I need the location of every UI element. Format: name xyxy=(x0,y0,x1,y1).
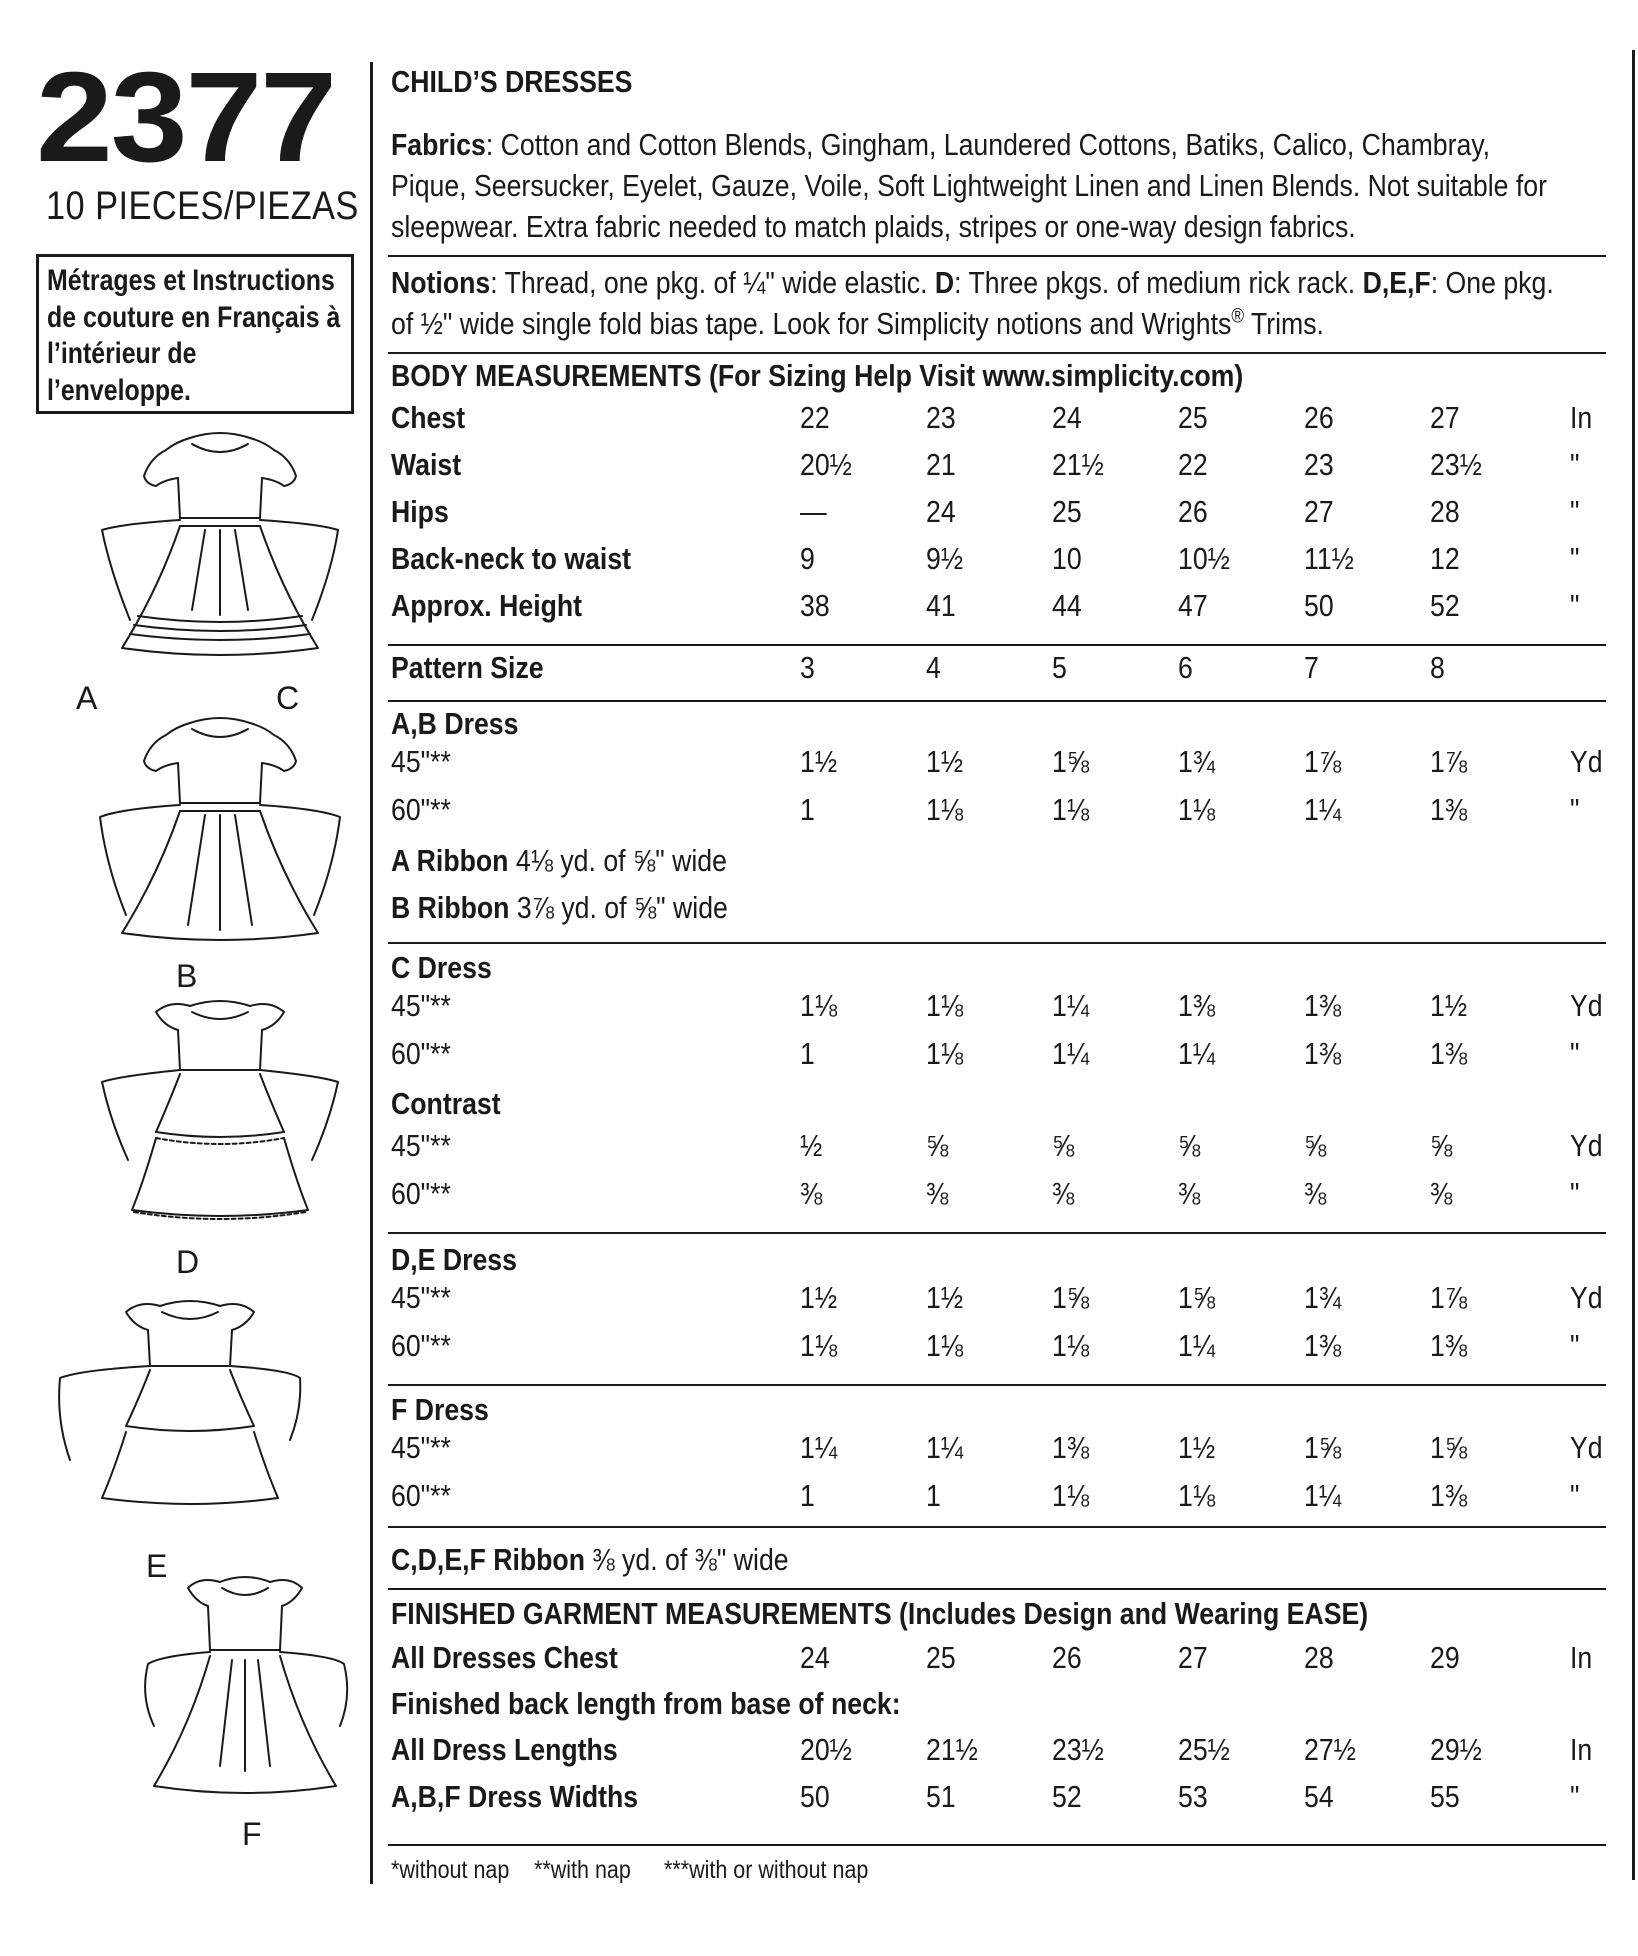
ab-yardage-value: 1⅛ xyxy=(926,792,964,827)
c-yardage-unit: " xyxy=(1570,1036,1580,1071)
contrast-yardage-value: ⅝ xyxy=(1052,1128,1075,1163)
view-label-e: E xyxy=(146,1548,168,1584)
dress-view-d-illustration xyxy=(80,990,360,1230)
body-measurement-value: 23 xyxy=(926,400,956,435)
de-yardage-value: 1⅜ xyxy=(1304,1328,1342,1363)
c-yardage-value: 1⅜ xyxy=(1178,988,1216,1023)
finished-width-value: 53 xyxy=(1178,1779,1208,1814)
body-measurement-value: 25 xyxy=(1178,400,1208,435)
c-yardage-label: 45"** xyxy=(391,988,451,1023)
f-yardage-value: 1⅜ xyxy=(1430,1478,1468,1513)
view-label-a: A xyxy=(76,680,98,716)
f-yardage-value: 1 xyxy=(926,1478,941,1513)
ab-yardage-value: 1¼ xyxy=(1304,792,1342,827)
finished-length-label: All Dress Lengths xyxy=(391,1732,618,1767)
c-yardage-label: 60"** xyxy=(391,1036,451,1071)
body-measurement-value: — xyxy=(800,494,827,529)
body-measurement-label: Approx. Height xyxy=(391,588,583,623)
body-measurement-label: Back-neck to waist xyxy=(391,541,632,576)
ab-dress-title: A,B Dress xyxy=(391,706,519,741)
body-measurement-value: 21½ xyxy=(1052,447,1104,482)
divider-body xyxy=(388,644,1606,646)
de-yardage-value: 1⅜ xyxy=(1430,1328,1468,1363)
view-label-f: F xyxy=(242,1816,262,1852)
contrast-yardage-value: ⅝ xyxy=(1304,1128,1327,1163)
fabrics-label: Fabrics xyxy=(391,127,486,162)
divider-ribbon xyxy=(388,1588,1606,1590)
body-measurement-value: 47 xyxy=(1178,588,1208,623)
fabrics-paragraph: Fabrics: Cotton and Cotton Blends, Gingham, Laundered Cottons, Batiks, Calico, Chambray, Pique, Seersucker, Eyelet, Gauze, Voile, Soft Lightweight Linen and Linen Blends. Not suitable for sleepwear. Extra fabric needed to match plaids, stripes or one-way design fabrics. xyxy=(391,127,1547,244)
ab-yardage-value: 1½ xyxy=(800,744,838,779)
body-measurement-label: Hips xyxy=(391,494,449,529)
finished-width-value: 51 xyxy=(926,1779,956,1814)
ab-yardage-value: 1⅞ xyxy=(1430,744,1468,779)
finished-width-value: 55 xyxy=(1430,1779,1460,1814)
body-measurement-value: 52 xyxy=(1430,588,1460,623)
finished-width-unit: " xyxy=(1570,1779,1580,1814)
c-dress-title: C Dress xyxy=(391,950,492,985)
finished-chest-value: 26 xyxy=(1052,1640,1082,1675)
de-yardage-value: 1½ xyxy=(926,1280,964,1315)
pattern-size-value: 5 xyxy=(1052,650,1067,685)
contrast-title: Contrast xyxy=(391,1086,501,1121)
notions-label: Notions xyxy=(391,265,491,300)
contrast-yardage-value: ⅝ xyxy=(926,1128,949,1163)
f-yardage-value: 1¼ xyxy=(926,1430,964,1465)
contrast-yardage-label: 60"** xyxy=(391,1176,451,1211)
body-measurement-value: 25 xyxy=(1052,494,1082,529)
body-measurement-unit: In xyxy=(1570,400,1593,435)
contrast-yardage-value: ⅜ xyxy=(1052,1176,1075,1211)
divider-f xyxy=(388,1526,1606,1528)
c-yardage-value: 1¼ xyxy=(1052,988,1090,1023)
view-label-b: B xyxy=(176,958,198,994)
c-yardage-value: 1⅛ xyxy=(926,1036,964,1071)
f-yardage-label: 60"** xyxy=(391,1478,451,1513)
finished-back-length-label: Finished back length from base of neck: xyxy=(391,1686,901,1721)
de-yardage-value: 1¼ xyxy=(1178,1328,1216,1363)
de-dress-title: D,E Dress xyxy=(391,1242,517,1277)
contrast-yardage-label: 45"** xyxy=(391,1128,451,1163)
pattern-size-value: 3 xyxy=(800,650,815,685)
contrast-yardage-value: ⅝ xyxy=(1178,1128,1201,1163)
divider-ab xyxy=(388,942,1606,944)
finished-chest-label: All Dresses Chest xyxy=(391,1640,618,1675)
body-measurement-value: 9 xyxy=(800,541,815,576)
page-title: CHILD’S DRESSES xyxy=(391,64,633,99)
c-yardage-value: 1⅛ xyxy=(926,988,964,1023)
french-instructions-box xyxy=(36,254,354,414)
de-yardage-unit: " xyxy=(1570,1328,1580,1363)
finished-chest-value: 27 xyxy=(1178,1640,1208,1675)
pattern-number: 2377 xyxy=(36,46,335,189)
c-yardage-value: 1⅜ xyxy=(1304,988,1342,1023)
body-measurement-value: 26 xyxy=(1304,400,1334,435)
finished-width-value: 54 xyxy=(1304,1779,1334,1814)
body-measurement-value: 20½ xyxy=(800,447,852,482)
f-yardage-value: 1½ xyxy=(1178,1430,1216,1465)
view-label-c: C xyxy=(276,680,300,716)
f-yardage-value: 1⅝ xyxy=(1304,1430,1342,1465)
b-ribbon-line: B Ribbon 3⅞ yd. of ⅝" wide xyxy=(391,890,728,925)
pattern-size-label: Pattern Size xyxy=(391,650,544,685)
body-measurement-value: 27 xyxy=(1304,494,1334,529)
body-measurement-value: 38 xyxy=(800,588,830,623)
body-measurement-unit: " xyxy=(1570,541,1580,576)
footnote-without-nap: *without nap xyxy=(391,1856,510,1884)
body-measurement-unit: " xyxy=(1570,447,1580,482)
c-yardage-value: 1⅜ xyxy=(1304,1036,1342,1071)
finished-length-value: 29½ xyxy=(1430,1732,1482,1767)
de-yardage-value: 1⅝ xyxy=(1052,1280,1090,1315)
body-measurement-value: 10½ xyxy=(1178,541,1230,576)
f-yardage-value: 1⅛ xyxy=(1178,1478,1216,1513)
body-measurements-heading: BODY MEASUREMENTS (For Sizing Help Visit www.simplicity.com) xyxy=(391,358,1244,393)
dress-view-b-illustration xyxy=(80,705,360,950)
c-yardage-value: 1⅜ xyxy=(1430,1036,1468,1071)
de-yardage-value: 1⅝ xyxy=(1178,1280,1216,1315)
body-measurement-value: 21 xyxy=(926,447,956,482)
finished-chest-value: 29 xyxy=(1430,1640,1460,1675)
contrast-yardage-value: ⅜ xyxy=(800,1176,823,1211)
body-measurement-value: 12 xyxy=(1430,541,1460,576)
ab-yardage-value: 1⅛ xyxy=(1178,792,1216,827)
body-measurement-value: 27 xyxy=(1430,400,1460,435)
footnote-with-or-without-nap: ***with or without nap xyxy=(664,1856,869,1884)
de-yardage-unit: Yd xyxy=(1570,1280,1603,1315)
view-label-d: D xyxy=(176,1244,200,1280)
ab-yardage-value: 1 xyxy=(800,792,815,827)
pattern-size-value: 7 xyxy=(1304,650,1319,685)
dress-view-e-illustration xyxy=(50,1290,330,1520)
c-yardage-unit: Yd xyxy=(1570,988,1603,1023)
finished-length-value: 23½ xyxy=(1052,1732,1104,1767)
divider-finished xyxy=(388,1844,1606,1846)
de-yardage-value: 1⅞ xyxy=(1430,1280,1468,1315)
c-yardage-value: 1¼ xyxy=(1178,1036,1216,1071)
contrast-yardage-unit: " xyxy=(1570,1176,1580,1211)
de-yardage-value: 1⅛ xyxy=(800,1328,838,1363)
finished-length-value: 27½ xyxy=(1304,1732,1356,1767)
finished-chest-value: 24 xyxy=(800,1640,830,1675)
body-measurement-value: 26 xyxy=(1178,494,1208,529)
ab-yardage-unit: Yd xyxy=(1570,744,1603,779)
c-yardage-value: 1½ xyxy=(1430,988,1468,1023)
c-yardage-value: 1 xyxy=(800,1036,815,1071)
body-measurement-value: 23 xyxy=(1304,447,1334,482)
contrast-yardage-value: ⅜ xyxy=(1304,1176,1327,1211)
f-yardage-value: 1¼ xyxy=(800,1430,838,1465)
cdef-ribbon-line: C,D,E,F Ribbon ⅜ yd. of ⅜" wide xyxy=(391,1542,789,1577)
body-measurement-value: 23½ xyxy=(1430,447,1482,482)
f-yardage-unit: " xyxy=(1570,1478,1580,1513)
ab-yardage-value: 1⅜ xyxy=(1430,792,1468,827)
pattern-size-value: 8 xyxy=(1430,650,1445,685)
c-yardage-value: 1⅛ xyxy=(800,988,838,1023)
ab-yardage-label: 60"** xyxy=(391,792,451,827)
finished-length-unit: In xyxy=(1570,1732,1593,1767)
body-measurement-label: Waist xyxy=(391,447,462,482)
divider-de xyxy=(388,1384,1606,1386)
body-measurement-value: 28 xyxy=(1430,494,1460,529)
ab-yardage-label: 45"** xyxy=(391,744,451,779)
finished-chest-value: 28 xyxy=(1304,1640,1334,1675)
body-measurement-value: 22 xyxy=(1178,447,1208,482)
body-measurement-value: 9½ xyxy=(926,541,964,576)
finished-chest-unit: In xyxy=(1570,1640,1593,1675)
f-yardage-label: 45"** xyxy=(391,1430,451,1465)
finished-heading: FINISHED GARMENT MEASUREMENTS (Includes Design and Wearing EASE) xyxy=(391,1596,1369,1631)
ab-yardage-value: 1⅞ xyxy=(1304,744,1342,779)
f-yardage-value: 1⅝ xyxy=(1430,1430,1468,1465)
body-measurement-value: 11½ xyxy=(1304,541,1354,576)
de-yardage-value: 1⅛ xyxy=(1052,1328,1090,1363)
right-border xyxy=(1632,50,1635,1880)
c-yardage-value: 1¼ xyxy=(1052,1036,1090,1071)
contrast-yardage-unit: Yd xyxy=(1570,1128,1603,1163)
body-measurement-value: 24 xyxy=(1052,400,1082,435)
body-measurement-unit: " xyxy=(1570,494,1580,529)
finished-length-value: 25½ xyxy=(1178,1732,1230,1767)
f-yardage-value: 1¼ xyxy=(1304,1478,1342,1513)
contrast-yardage-value: ⅝ xyxy=(1430,1128,1453,1163)
f-yardage-value: 1⅛ xyxy=(1052,1478,1090,1513)
body-measurement-value: 50 xyxy=(1304,588,1334,623)
f-yardage-value: 1 xyxy=(800,1478,815,1513)
pieces-count: 10 PIECES/PIEZAS xyxy=(46,184,359,228)
de-yardage-value: 1⅛ xyxy=(926,1328,964,1363)
divider-c xyxy=(388,1232,1606,1234)
f-dress-title: F Dress xyxy=(391,1392,489,1427)
contrast-yardage-value: ⅜ xyxy=(1178,1176,1201,1211)
contrast-yardage-value: ½ xyxy=(800,1128,823,1163)
f-yardage-unit: Yd xyxy=(1570,1430,1603,1465)
ab-yardage-value: 1½ xyxy=(926,744,964,779)
ab-yardage-value: 1¾ xyxy=(1178,744,1216,779)
a-ribbon-line: A Ribbon 4⅛ yd. of ⅝" wide xyxy=(391,843,727,878)
contrast-yardage-value: ⅜ xyxy=(1430,1176,1453,1211)
finished-width-value: 52 xyxy=(1052,1779,1082,1814)
body-measurement-value: 44 xyxy=(1052,588,1082,623)
finished-length-value: 21½ xyxy=(926,1732,978,1767)
notions-paragraph: Notions: Thread, one pkg. of ¼" wide elastic. D: Three pkgs. of medium rick rack. D,E,F: One pkg. of ½" wide single fold bias tape. Look for Simplicity notions and Wrights® Trims. xyxy=(391,265,1554,341)
contrast-yardage-value: ⅜ xyxy=(926,1176,949,1211)
ab-yardage-value: 1⅛ xyxy=(1052,792,1090,827)
divider-size xyxy=(388,700,1606,702)
body-measurement-value: 10 xyxy=(1052,541,1082,576)
body-measurement-label: Chest xyxy=(391,400,466,435)
ab-yardage-unit: " xyxy=(1570,792,1580,827)
body-measurement-value: 22 xyxy=(800,400,830,435)
finished-chest-value: 25 xyxy=(926,1640,956,1675)
body-measurement-value: 41 xyxy=(926,588,956,623)
finished-width-value: 50 xyxy=(800,1779,830,1814)
de-yardage-label: 60"** xyxy=(391,1328,451,1363)
finished-length-value: 20½ xyxy=(800,1732,852,1767)
de-yardage-value: 1¾ xyxy=(1304,1280,1342,1315)
de-yardage-value: 1½ xyxy=(800,1280,838,1315)
body-measurement-unit: " xyxy=(1570,588,1580,623)
column-divider xyxy=(370,62,373,1884)
de-yardage-label: 45"** xyxy=(391,1280,451,1315)
dress-view-f-illustration xyxy=(120,1566,370,1806)
ab-yardage-value: 1⅝ xyxy=(1052,744,1090,779)
f-yardage-value: 1⅜ xyxy=(1052,1430,1090,1465)
finished-width-label: A,B,F Dress Widths xyxy=(391,1779,639,1814)
divider-notions xyxy=(388,352,1606,354)
dress-view-a-c-illustration xyxy=(80,420,360,665)
body-measurement-value: 24 xyxy=(926,494,956,529)
pattern-size-value: 4 xyxy=(926,650,941,685)
divider-fabrics xyxy=(388,255,1606,257)
french-note: Métrages et Instructions de couture en Français à l’intérieur de l’enveloppe. xyxy=(47,264,341,407)
pattern-size-value: 6 xyxy=(1178,650,1193,685)
footnote-with-nap: **with nap xyxy=(534,1856,631,1884)
